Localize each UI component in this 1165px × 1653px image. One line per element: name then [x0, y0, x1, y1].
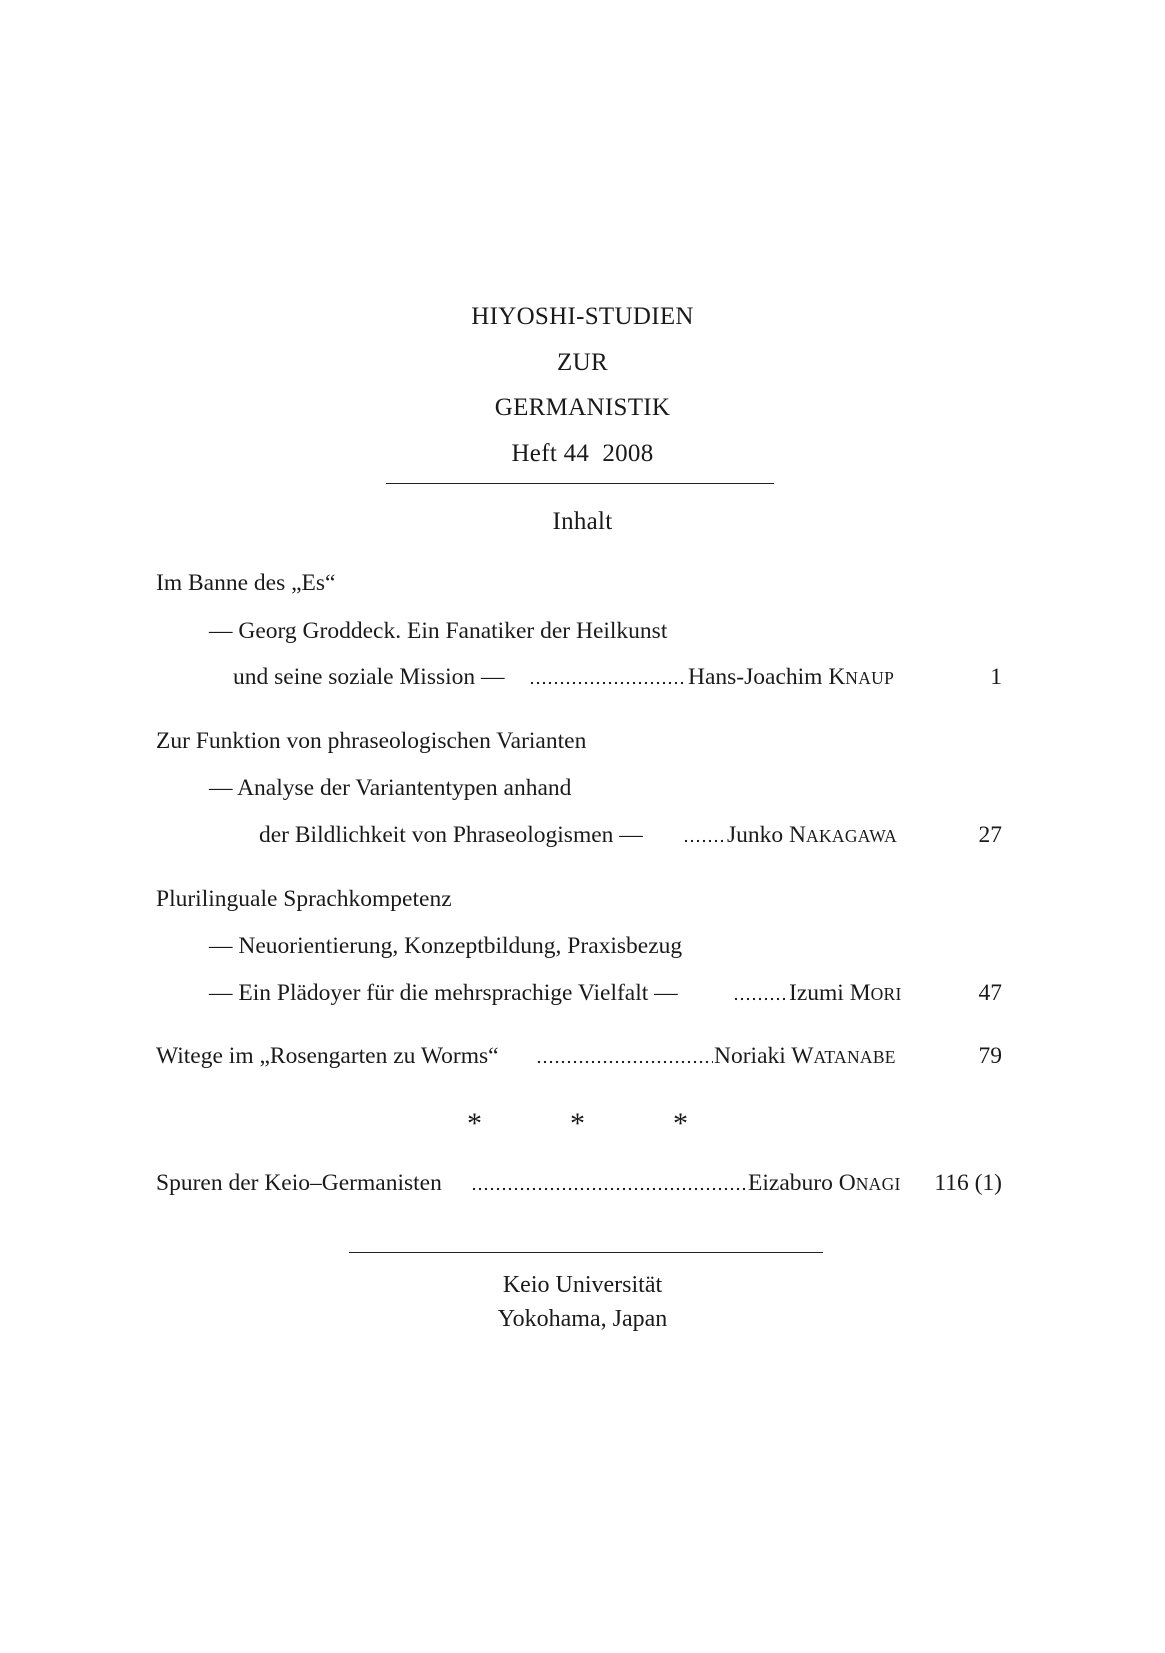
article-3-author: Izumi MORI: [789, 980, 902, 1006]
separator-star-1: *: [467, 1107, 482, 1140]
footer-rule: [349, 1252, 823, 1253]
publisher-line1: Keio Universität: [502, 1272, 663, 1298]
article-1-page: 1: [990, 664, 1002, 690]
dot-leader: [471, 1170, 746, 1200]
article-1-subtitle-line2: und seine soziale Mission —: [233, 664, 505, 690]
series-title-line1: HIYOSHI-STUDIEN: [471, 303, 694, 330]
article-4-page: 79: [978, 1043, 1002, 1069]
article-3-page: 47: [978, 980, 1002, 1006]
series-title-line2: ZUR: [557, 349, 608, 376]
article-4-toc-line: [0, 1043, 1165, 1073]
appendix-toc-line: [0, 1170, 1165, 1200]
appendix-author: Eizaburo ONAGI: [748, 1170, 901, 1196]
separator-star-2: *: [570, 1107, 585, 1140]
contents-title: Inhalt: [552, 508, 613, 535]
separator-star-3: *: [673, 1107, 688, 1140]
article-2-subtitle-line1: — Analyse der Variantentypen anhand: [209, 775, 572, 801]
appendix-title: Spuren der Keio–Germanisten: [156, 1170, 442, 1196]
dot-leader: [733, 980, 788, 1010]
article-3-subtitle-line2: — Ein Plädoyer für die mehrsprachige Vielfalt —: [209, 980, 678, 1006]
article-4-title: Witege im „Rosengarten zu Worms“: [156, 1043, 499, 1069]
article-2-title: Zur Funktion von phraseologischen Varianten: [156, 728, 587, 754]
header-rule: [386, 483, 774, 484]
series-title-line3: GERMANISTIK: [494, 394, 671, 421]
article-1-author: Hans-Joachim KNAUP: [688, 664, 895, 690]
article-3-toc-line: [0, 980, 1165, 1010]
article-1-title: Im Banne des „Es“: [156, 570, 336, 596]
article-3-subtitle-line1: — Neuorientierung, Konzeptbildung, Praxisbezug: [209, 933, 683, 959]
article-1-toc-line: [0, 664, 1165, 694]
article-3-title: Plurilinguale Sprachkompetenz: [156, 886, 452, 912]
article-2-toc-line: [0, 822, 1165, 852]
article-2-author: Junko NAKAGAWA: [727, 822, 898, 848]
article-4-author: Noriaki WATANABE: [714, 1043, 896, 1069]
appendix-page: 116 (1): [934, 1170, 1002, 1196]
article-1-subtitle-line1: — Georg Groddeck. Ein Fanatiker der Heilkunst: [209, 618, 668, 644]
dot-leader: [529, 664, 686, 694]
issue-line: Heft 44 2008: [511, 440, 654, 467]
article-2-page: 27: [978, 822, 1002, 848]
dot-leader: [683, 822, 726, 852]
article-2-subtitle-line2: der Bildlichkeit von Phraseologismen —: [259, 822, 643, 848]
publisher-line2: Yokohama, Japan: [497, 1306, 668, 1332]
dot-leader: [536, 1043, 713, 1073]
